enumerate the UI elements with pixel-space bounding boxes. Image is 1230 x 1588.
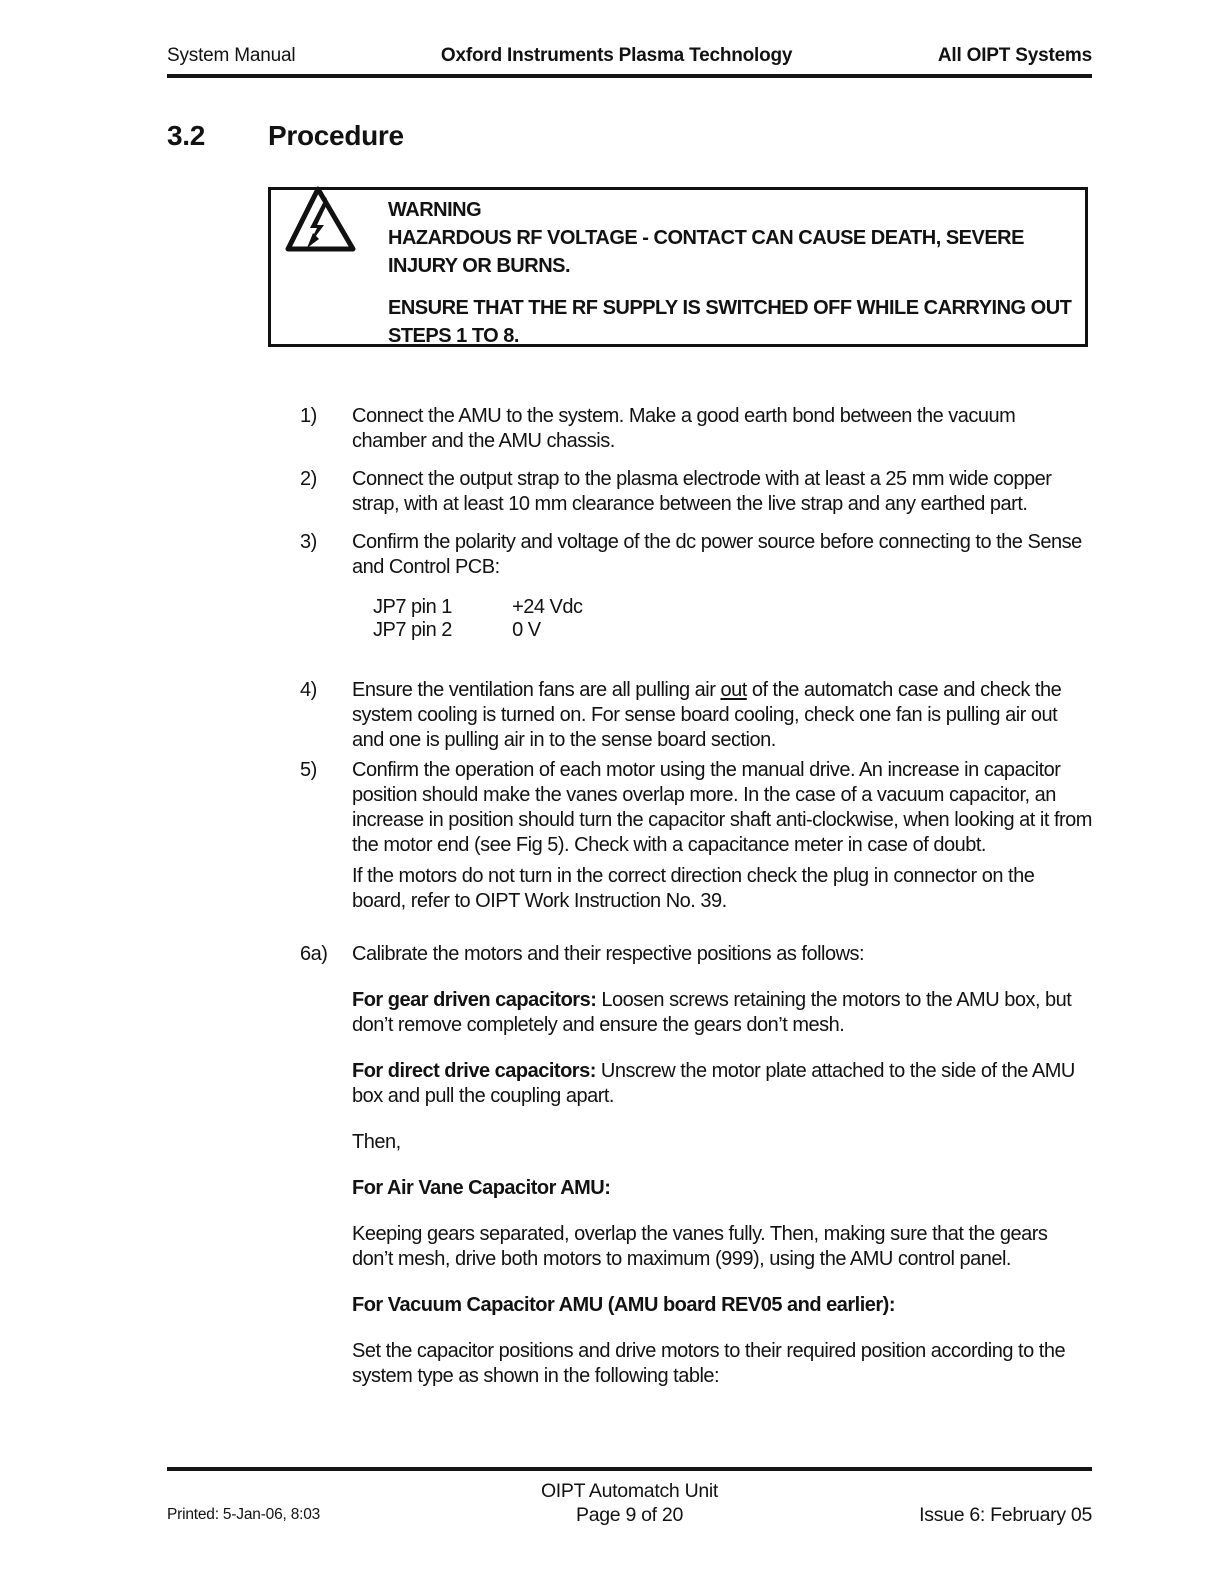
then-text: Then, [352, 1131, 401, 1153]
step-text-continued: If the motors do not turn in the correct direction check the plug in connector on the board, refer to OIPT Work Instruction No. 39. [352, 865, 1035, 912]
direct-drive-text: Unscrew the motor plate attached to the side of the AMU box and pull the coupling apart. [352, 1060, 1075, 1107]
footer-doc-title: OIPT Automatch Unit [540, 1480, 719, 1502]
jp7-row [373, 596, 1092, 619]
section-title: Procedure [268, 120, 404, 151]
high-voltage-warning-icon [284, 185, 357, 253]
vacuum-capacitor-text: Set the capacitor positions and drive motors to their required position according to the system type as shown in the following table: [352, 1340, 1066, 1387]
step-text: Confirm the polarity and voltage of the dc power source before connecting to the Sense and Control PCB: [352, 531, 1082, 578]
jp7-pin-value: +24 Vdc [512, 596, 583, 618]
header-company: Oxford Instruments Plasma Technology [440, 45, 793, 66]
procedure-steps [167, 404, 1092, 1389]
gear-driven-label: For gear driven capacitors: [352, 989, 597, 1011]
warning-line-2: ENSURE THAT THE RF SUPPLY IS SWITCHED OFF WHILE CARRYING OUT STEPS 1 TO 8. [388, 297, 1072, 347]
gear-driven-paragraph [352, 988, 1092, 1038]
step-number: 6a) [300, 943, 328, 965]
step-text [352, 678, 1092, 753]
step-5 [300, 758, 1092, 914]
jp7-pin-table [373, 596, 1092, 642]
section-number: 3.2 [167, 120, 206, 151]
jp7-pin-label: JP7 pin 1 [373, 596, 452, 618]
warning-box [268, 187, 1088, 347]
step-number: 4) [300, 679, 317, 701]
direct-drive-label: For direct drive capacitors: [352, 1060, 596, 1082]
page-header [167, 0, 1092, 78]
step-text: Calibrate the motors and their respective positions as follows: [352, 943, 865, 965]
step-3 [300, 530, 1092, 668]
jp7-row [373, 619, 1092, 642]
footer-center [437, 1479, 822, 1527]
header-doc-type: System Manual [167, 45, 296, 66]
air-vane-text: Keeping gears separated, overlap the vanes fully. Then, making sure that the gears don’t mesh, drive both motors to maximum (999), using the AMU control panel. [352, 1223, 1048, 1270]
step-number: 5) [300, 759, 317, 781]
footer-issue: Issue 6: February 05 [919, 1504, 1092, 1526]
jp7-pin-label: JP7 pin 2 [373, 619, 452, 641]
step-text: Connect the AMU to the system. Make a good earth bond between the vacuum chamber and the AMU chassis. [352, 405, 1016, 452]
gear-driven-text: Loosen screws retaining the motors to the AMU box, but don’t remove completely and ensure the gears don’t mesh. [352, 989, 1072, 1036]
jp7-pin-value: 0 V [512, 619, 541, 641]
step-number: 3) [300, 531, 317, 553]
page-footer [167, 1467, 1092, 1527]
step-4 [300, 678, 1092, 753]
page-content [167, 0, 1092, 1389]
step-text: Confirm the operation of each motor using the manual drive. An increase in capacitor position should make the vanes overlap more. In the case of a vacuum capacitor, an increase in position should turn the capacitor shaft anti-clockwise, when looking at it from the motor end (see Fig 5). Check with a capacitance meter in case of doubt. [352, 759, 1092, 856]
air-vane-heading: For Air Vane Capacitor AMU: [352, 1177, 611, 1199]
footer-printed-timestamp: Printed: 5-Jan-06, 8:03 [167, 1506, 321, 1523]
warning-text [388, 190, 1085, 350]
header-scope: All OIPT Systems [937, 45, 1092, 66]
warning-title: WARNING [388, 199, 482, 221]
warning-line-1: HAZARDOUS RF VOLTAGE - CONTACT CAN CAUSE DEATH, SEVERE INJURY OR BURNS. [388, 227, 1024, 277]
step-2 [300, 467, 1092, 517]
step-number: 2) [300, 468, 317, 490]
vacuum-capacitor-heading: For Vacuum Capacitor AMU (AMU board REV05 and earlier): [352, 1294, 895, 1316]
section-heading [167, 120, 1092, 152]
step-text-run: Ensure the ventilation fans are all pulling air [352, 679, 721, 701]
step-1 [300, 404, 1092, 454]
step-text: Connect the output strap to the plasma electrode with at least a 25 mm wide copper strap, with at least 10 mm clearance between the live strap and any earthed part. [352, 468, 1052, 515]
step-6a [300, 942, 1092, 1389]
step-number: 1) [300, 405, 317, 427]
step-text-run: of the automatch case and check the system cooling is turned on. For sense board cooling, check one fan is pulling air out and one is pulling air in to the sense board section. [352, 679, 1062, 751]
footer-page-number: Page 9 of 20 [576, 1504, 683, 1526]
underlined-word: out [720, 679, 747, 701]
direct-drive-paragraph [352, 1059, 1092, 1109]
